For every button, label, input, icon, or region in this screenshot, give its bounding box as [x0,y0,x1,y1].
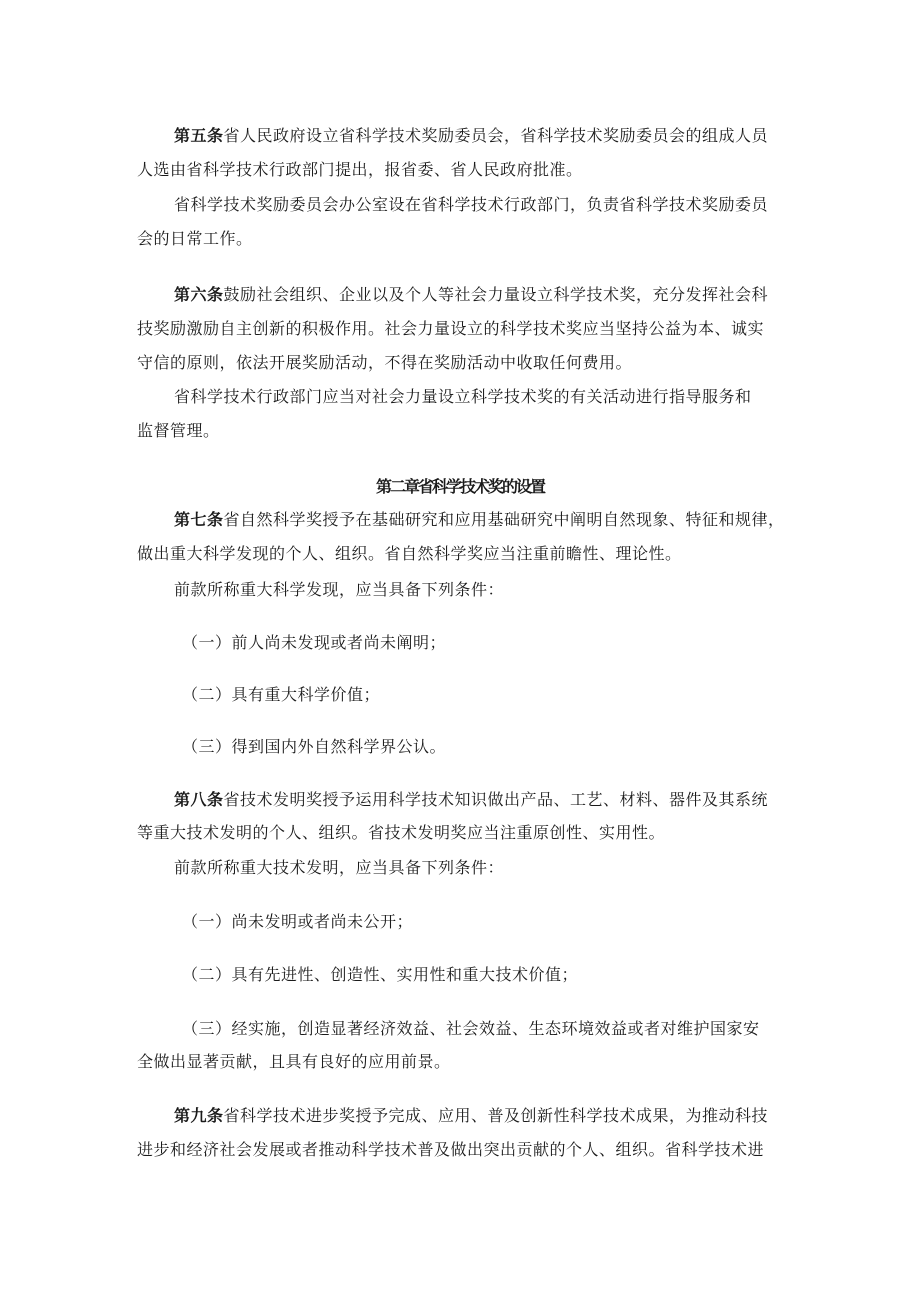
article-8-para-2: 前款所称重大技术发明，应当具备下列条件： [174,858,505,877]
article-6-para-2-line-2: 监督管理。 [137,421,220,440]
article-7-line-2: 做出重大科学发现的个人、组织。省自然科学奖应当注重前瞻性、理论性。 [137,544,682,563]
article-5-para-2-line-1: 省科学技术奖励委员会办公室设在省科学技术行政部门，负责省科学技术奖励委员 [174,195,769,214]
article-7-para-2: 前款所称重大科学发现，应当具备下列条件： [174,580,505,599]
article-7-item-2: （二）具有重大科学价值； [182,685,381,704]
article-8-label: 第八条 [174,790,224,809]
article-7-text: 省自然科学奖授予在基础研究和应用基础研究中阐明自然现象、特征和规律， [223,510,785,529]
article-8-line-2: 等重大技术发明的个人、组织。省技术发明奖应当注重原创性、实用性。 [137,823,666,842]
article-7-label: 第七条 [174,510,224,529]
article-9-line-2: 进步和经济社会发展或者推动科学技术普及做出突出贡献的个人、组织。省科学技术进 [137,1140,765,1159]
article-7-item-1: （一）前人尚未发现或者尚未阐明； [182,633,447,652]
article-9-line-1 [174,1106,768,1126]
article-6-label: 第六条 [174,285,224,304]
article-8-item-1: （一）尚未发明或者尚未公开； [182,912,414,931]
article-6-line-3: 守信的原则，依法开展奖励活动，不得在奖励活动中收取任何费用。 [137,353,633,372]
article-6-text: 鼓励社会组织、企业以及个人等社会力量设立科学技术奖，充分发挥社会科 [223,285,769,304]
article-6-line-1 [174,285,768,305]
article-7-item-3: （三）得到国内外自然科学界公认。 [182,737,447,756]
article-8-item-3-line-1: （三）经实施，创造显著经济效益、社会效益、生态环境效益或者对维护国家安 [182,1019,760,1038]
article-8-item-2: （二）具有先进性、创造性、实用性和重大技术价值； [182,965,579,984]
article-7-line-1 [174,510,785,530]
article-5-line-1 [174,126,768,146]
chapter-2-title: 第二章省科学技术奖的设置 [375,477,544,496]
article-5-text: 省人民政府设立省科学技术奖励委员会，省科学技术奖励委员会的组成人员 [223,126,769,145]
article-5-label: 第五条 [174,126,224,145]
article-8-line-1 [174,790,768,810]
article-8-text: 省技术发明奖授予运用科学技术知识做出产品、工艺、材料、器件及其系统 [223,790,769,809]
article-6-line-2: 技奖励激励自主创新的积极作用。社会力量设立的科学技术奖应当坚持公益为本、诚实 [137,319,765,338]
article-9-text: 省科学技术进步奖授予完成、应用、普及创新性科学技术成果，为推动科技 [223,1106,769,1125]
article-5-para-2-line-2: 会的日常工作。 [137,229,253,248]
article-6-para-2-line-1: 省科学技术行政部门应当对社会力量设立科学技术奖的有关活动进行指导服务和 [174,387,752,406]
article-9-label: 第九条 [174,1106,224,1125]
article-5-line-2: 人选由省科学技术行政部门提出，报省委、省人民政府批准。 [137,160,583,179]
article-8-item-3-line-2: 全做出显著贡献，且具有良好的应用前景。 [137,1052,451,1071]
